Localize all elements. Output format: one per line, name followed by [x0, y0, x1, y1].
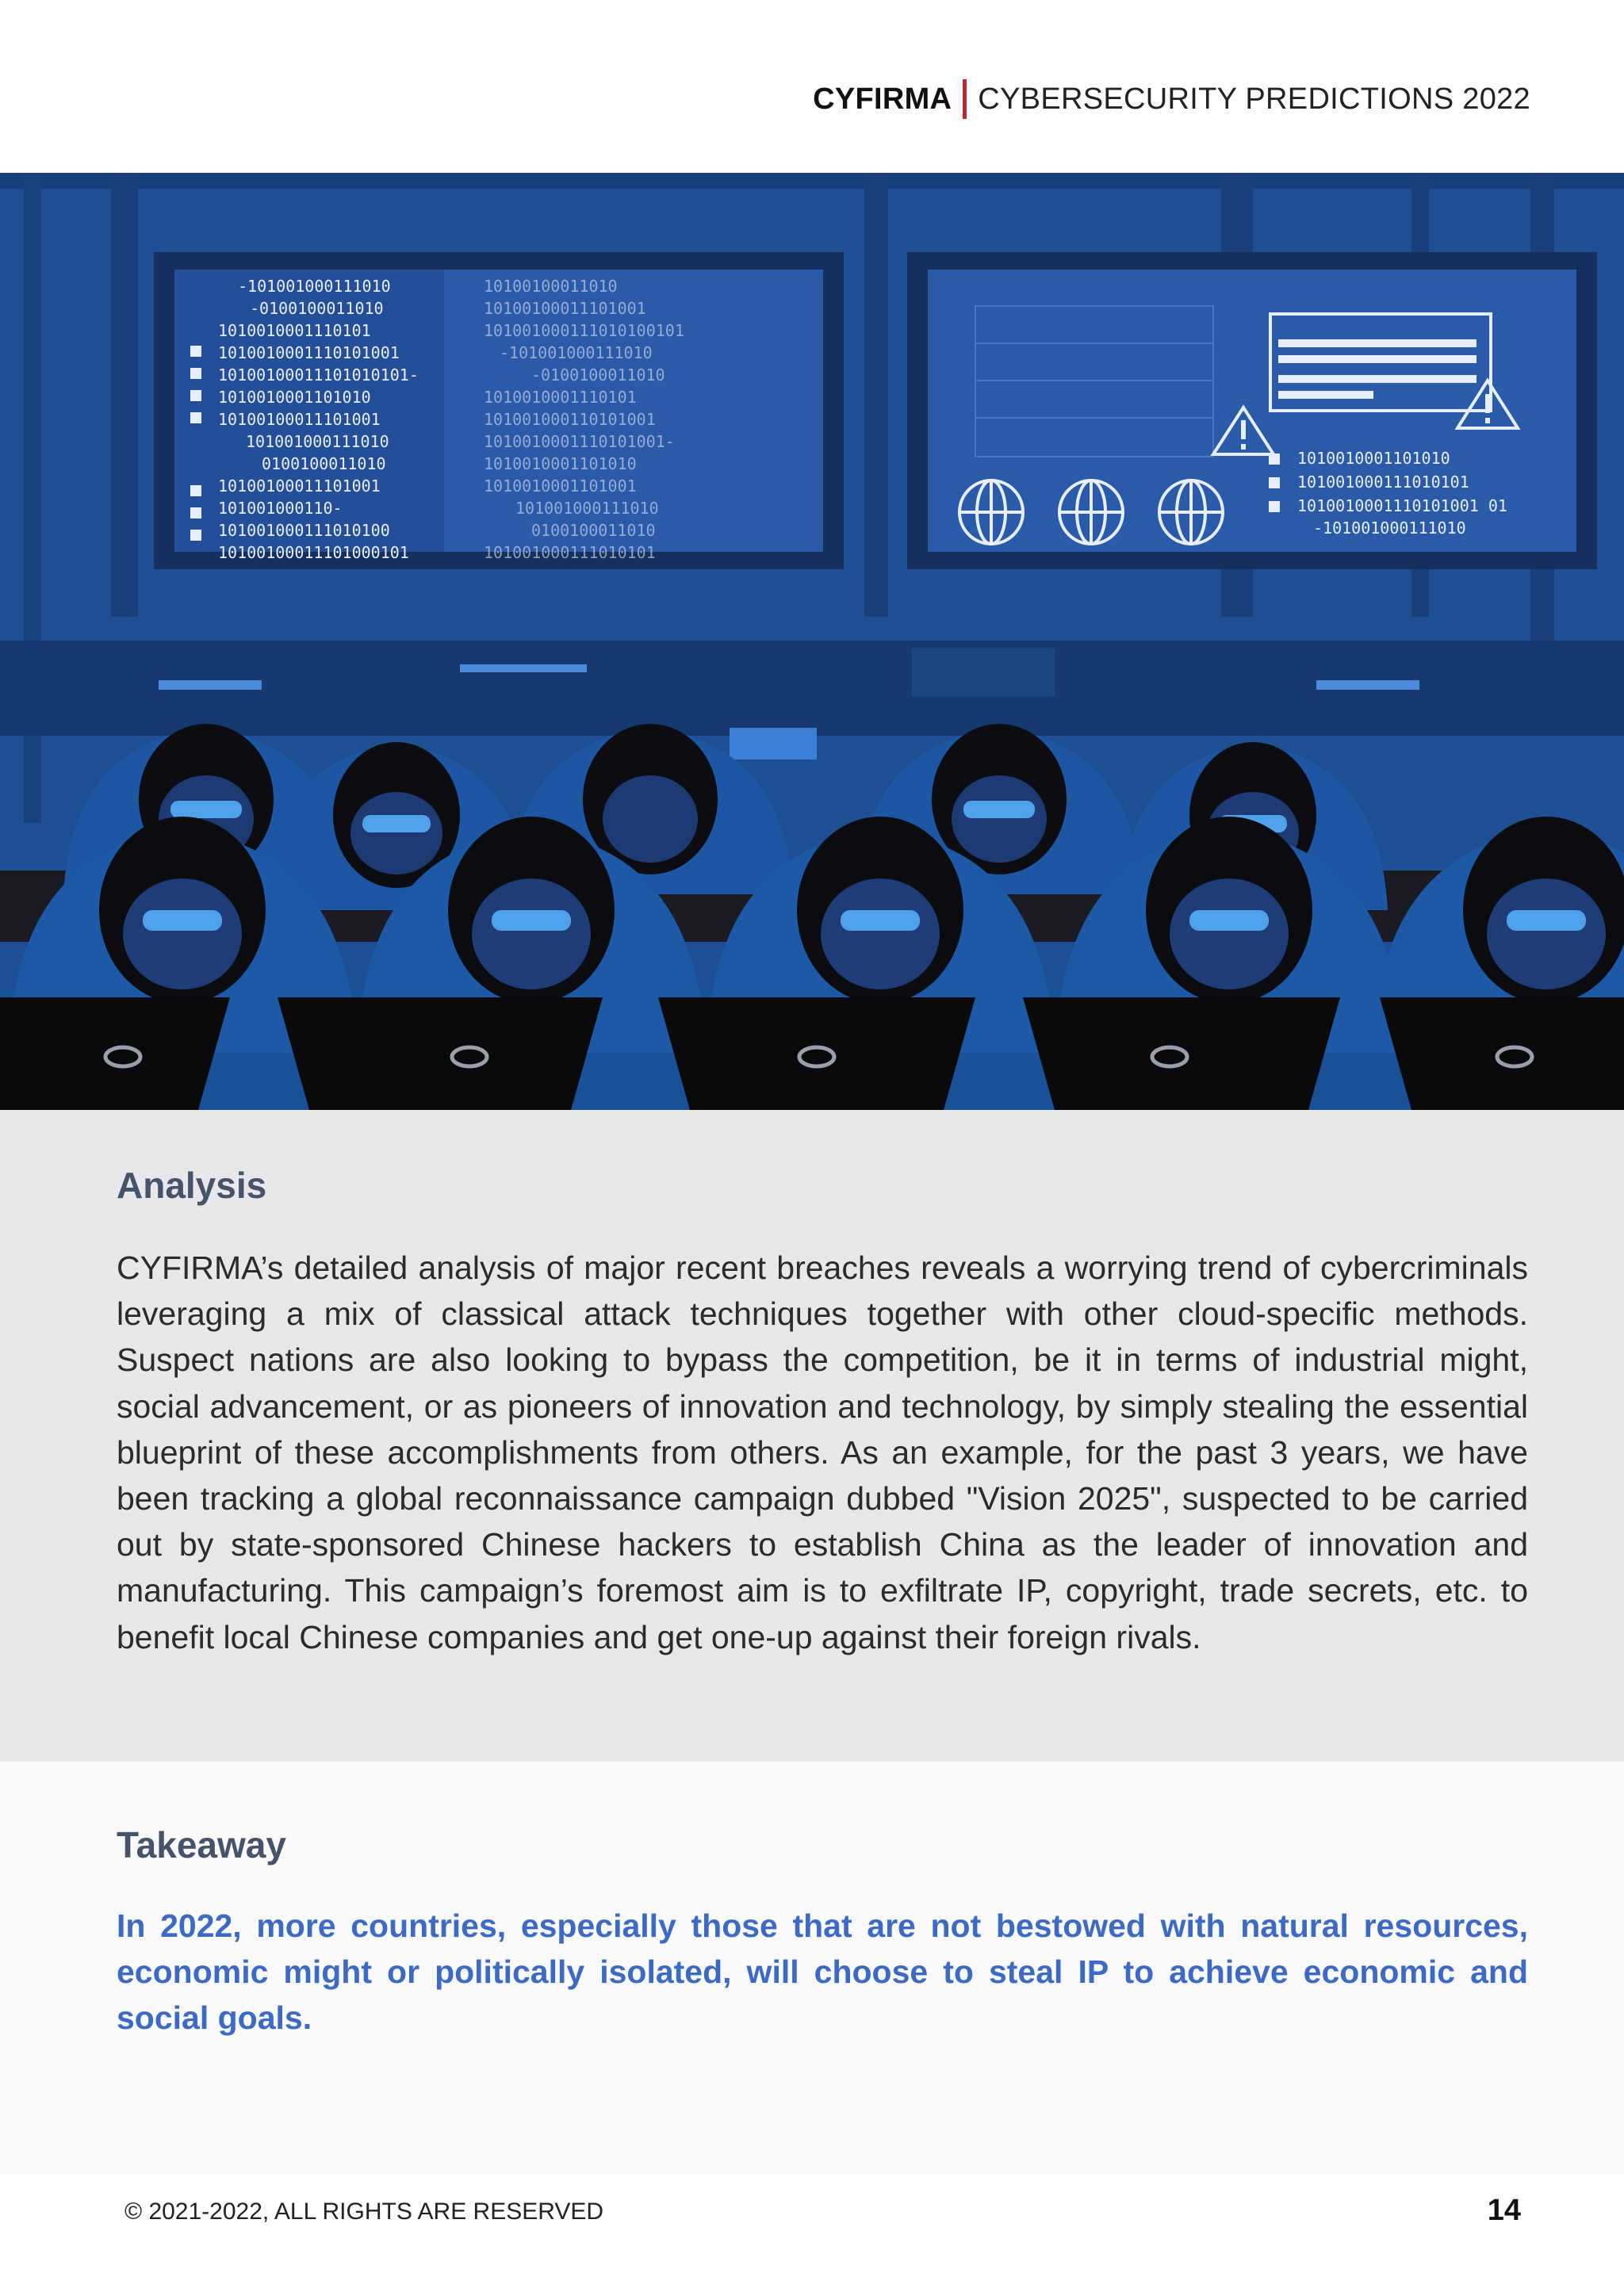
page-number: 14 [1487, 2194, 1521, 2227]
svg-text:10100100011101001: 10100100011101001 [484, 299, 646, 318]
analysis-heading: Analysis [117, 1165, 267, 1206]
svg-text:101001000111010100: 101001000111010100 [218, 521, 390, 540]
svg-text:101001000110-: 101001000110- [218, 499, 343, 518]
svg-text:101001000111010100101: 101001000111010100101 [484, 321, 684, 340]
svg-text:0100100011010: 0100100011010 [262, 454, 386, 473]
copyright-notice: © 2021-2022, ALL RIGHTS ARE RESERVED [124, 2198, 604, 2225]
svg-text:101001000111010101: 101001000111010101 [484, 543, 656, 562]
svg-text:-101001000111010: -101001000111010 [238, 277, 391, 296]
hero-illustration [0, 173, 1624, 1110]
svg-text:-101001000111010: -101001000111010 [1313, 519, 1466, 538]
svg-text:101001000111010: 101001000111010 [515, 499, 659, 518]
svg-text:1010010001110101001: 1010010001110101001 [218, 343, 400, 362]
svg-text:1010010001101010: 1010010001101010 [218, 388, 371, 407]
svg-text:10100100011101000101: 10100100011101000101 [218, 543, 409, 562]
takeaway-paragraph: In 2022, more countries, especially those that are not bestowed with natural resources, economic might or politically isolated, will choose to steal IP to achieve economic and social goals. [117, 1908, 1528, 2037]
brand-name: CYFIRMA [813, 82, 952, 116]
page-header [813, 79, 1530, 119]
svg-text:101001000111010: 101001000111010 [246, 432, 389, 451]
hackers-illustration-svg [0, 173, 1624, 1110]
svg-text:1010010001110101001 01: 1010010001110101001 01 [1297, 496, 1507, 515]
header-divider [963, 79, 967, 119]
svg-text:-101001000111010: -101001000111010 [500, 343, 653, 362]
svg-text:1010010001110101: 1010010001110101 [484, 388, 637, 407]
svg-text:10100100011101010101-: 10100100011101010101- [218, 365, 419, 385]
svg-text:-0100100011010: -0100100011010 [531, 365, 665, 385]
takeaway-section [0, 1762, 1624, 2174]
svg-text:1010010001110101001-: 1010010001110101001- [484, 432, 675, 451]
svg-text:1010010001101010: 1010010001101010 [1297, 449, 1450, 468]
svg-text:10100100011101001: 10100100011101001 [218, 410, 381, 429]
svg-text:1010010001101010: 1010010001101010 [484, 454, 637, 473]
analysis-section [0, 1110, 1624, 1762]
header-subtitle: CYBERSECURITY PREDICTIONS 2022 [978, 82, 1530, 116]
svg-text:101001000111010101: 101001000111010101 [1297, 473, 1469, 492]
svg-text:101001000110101001: 101001000110101001 [484, 410, 656, 429]
svg-text:0100100011010: 0100100011010 [531, 521, 656, 540]
takeaway-heading: Takeaway [117, 1824, 286, 1866]
svg-text:1010010001101001: 1010010001101001 [484, 476, 637, 496]
svg-text:-0100100011010: -0100100011010 [250, 299, 384, 318]
svg-text:10100100011010: 10100100011010 [484, 277, 618, 296]
svg-text:1010010001110101: 1010010001110101 [218, 321, 371, 340]
svg-text:10100100011101001: 10100100011101001 [218, 476, 381, 496]
analysis-paragraph: CYFIRMA’s detailed analysis of major recent breaches reveals a worrying trend of cybercriminals leveraging a mix of classical attack techniques together with other cloud-specific methods. Suspect nations are also looking to bypass the competition, be it in terms of industrial might, social advancement, or as pioneers of innovation and technology, by simply stealing the essential blueprint of these accomplishments from others. As an example, for the past 3 years, we have been tracking a global reconnaissance campaign dubbed "Vision 2025", suspected to be carried out by state-sponsored Chinese hackers to establish China as the leader of innovation and manufacturing. This campaign’s foremost aim is to exfiltrate IP, copyright, trade secrets, etc. to benefit local Chinese companies and get one-up against their foreign rivals. [117, 1249, 1528, 1655]
